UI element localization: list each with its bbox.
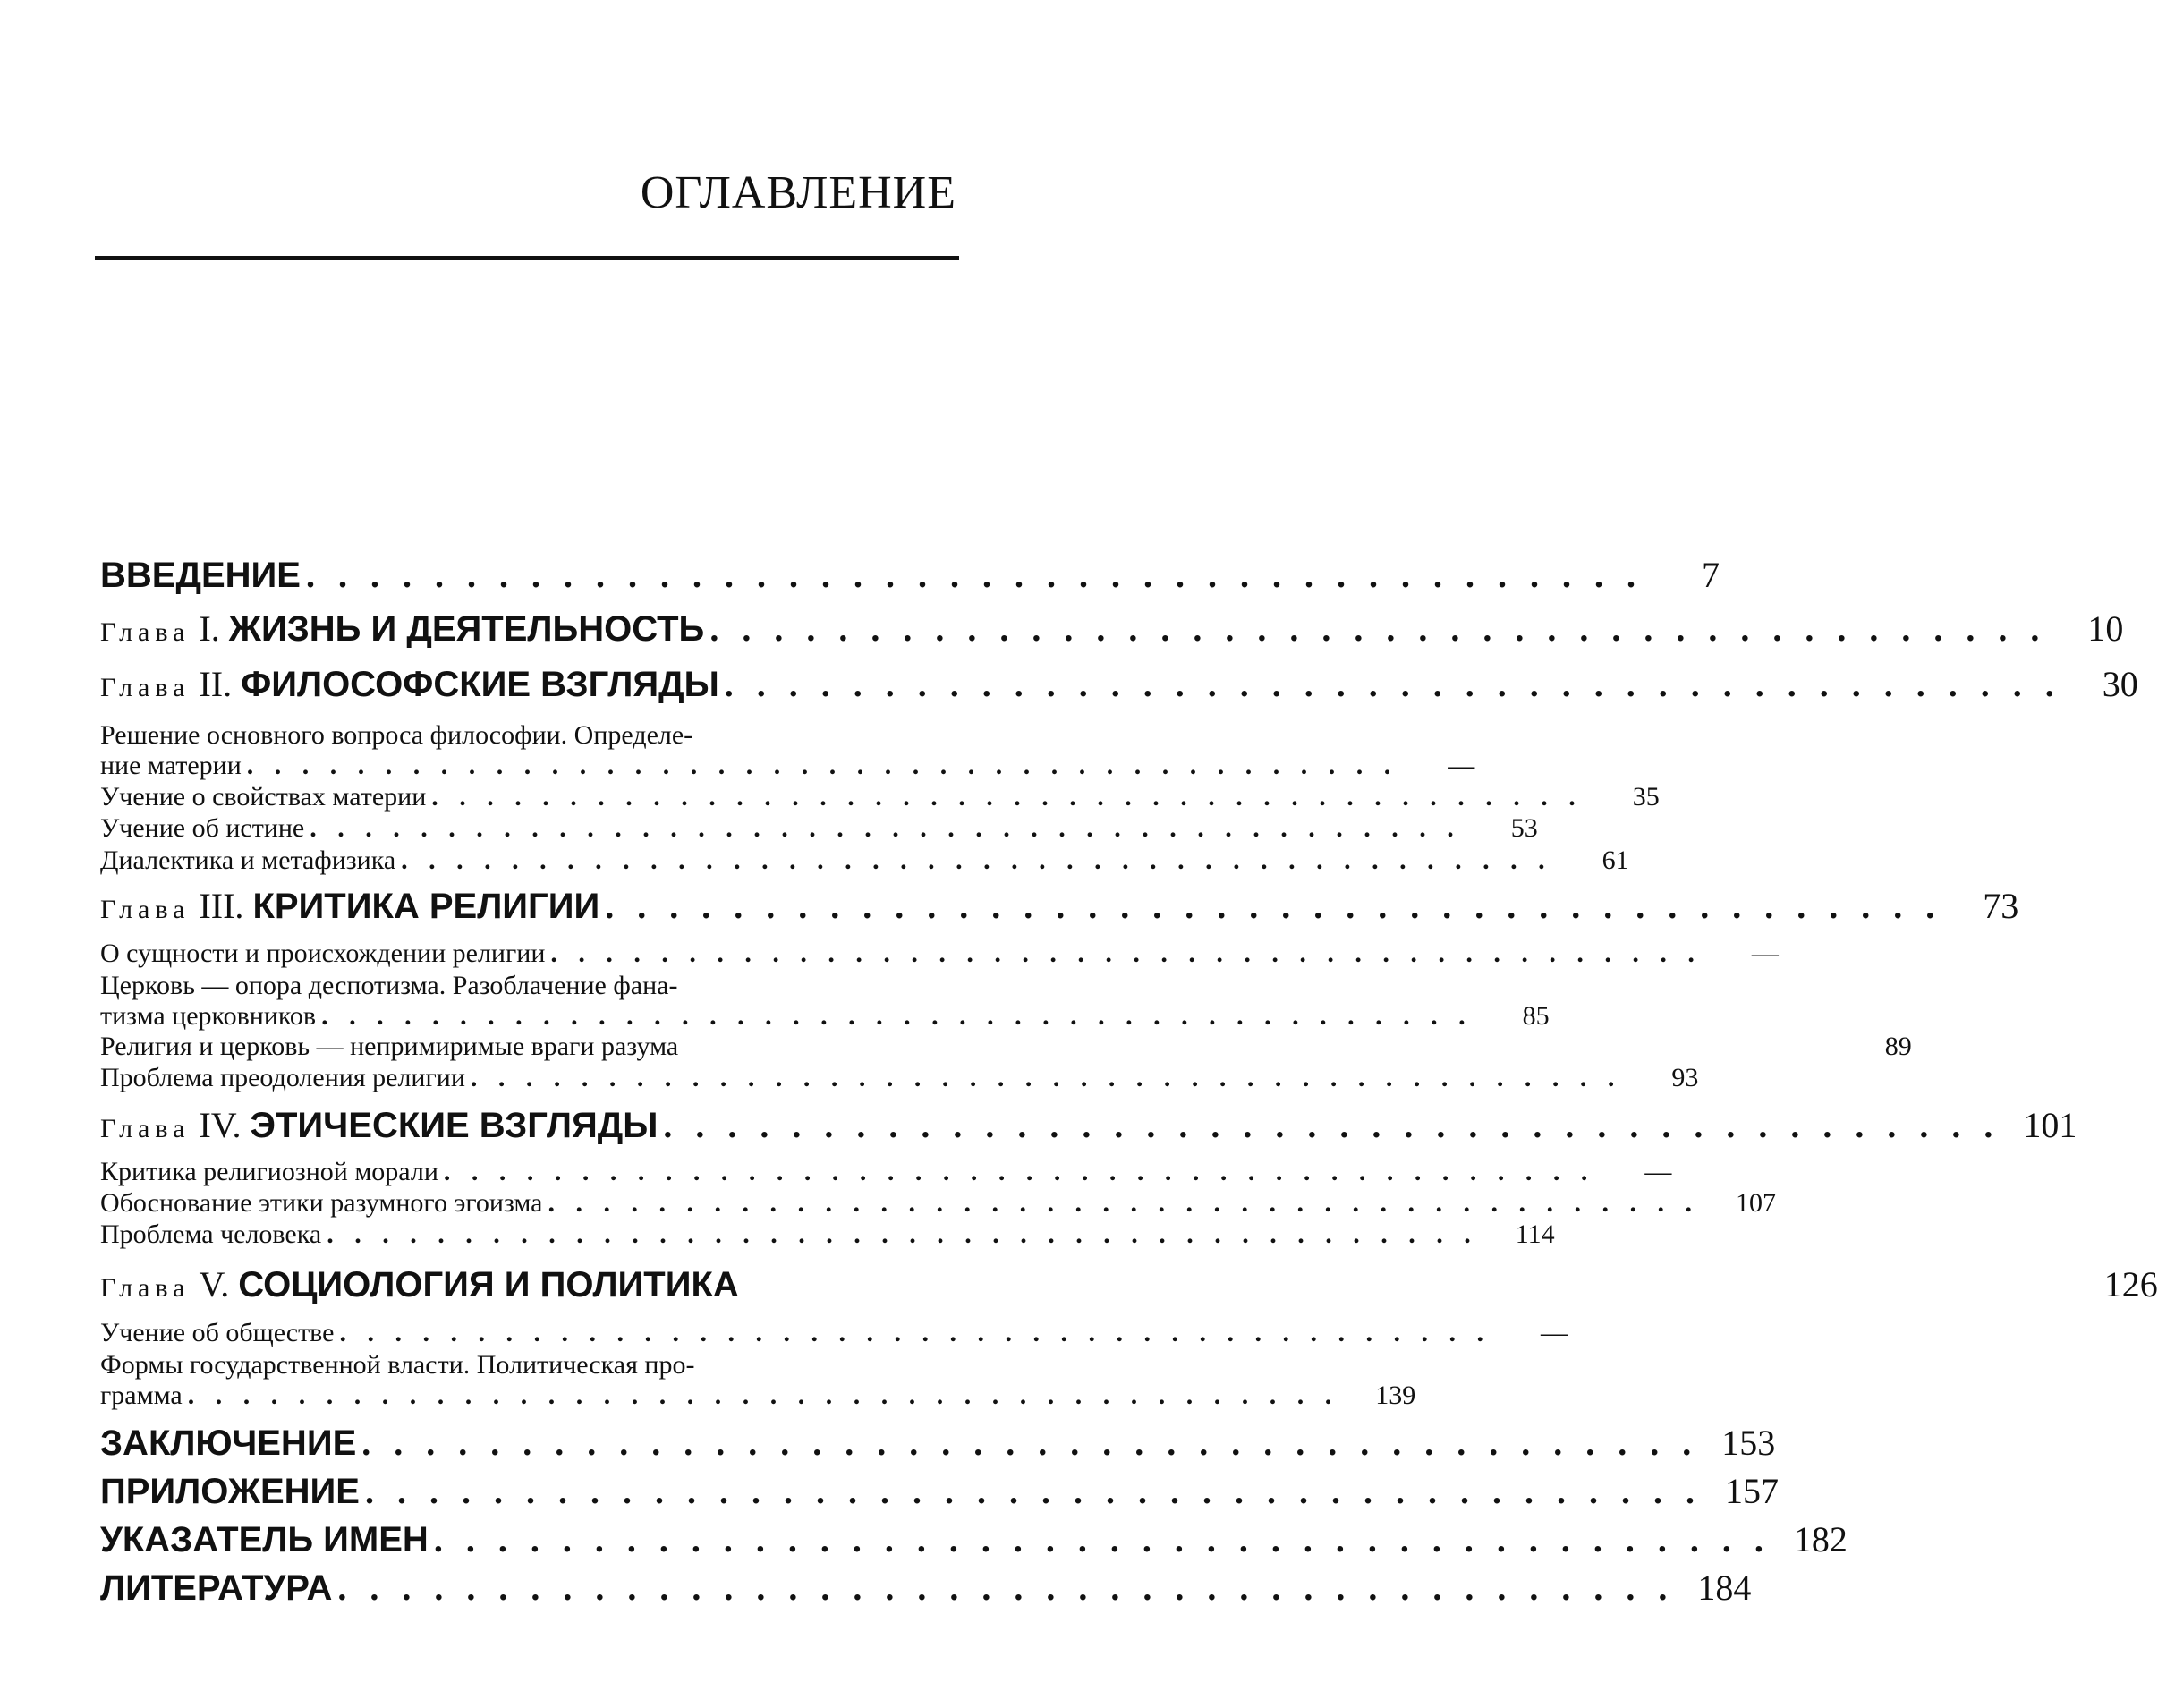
dot-leader: . . . . . . . . . . . . . . . . . . . . . . . . . . . . . . . . . . . . . . . . . . xyxy=(663,1105,2001,1145)
dot-leader: . . . . . . . . . . . . . . . . . . . . . . . . . . . . . . . . . . . . . . . . . . xyxy=(548,1188,1699,1218)
toc-label: ЛИТЕРАТУРА xyxy=(100,1568,333,1608)
toc-page: 85 xyxy=(1522,1001,1550,1031)
chapter-number: I. xyxy=(199,608,220,649)
dot-leader: . . . . . . . . . . . . . . . . . . . . . . . . . . . . . . . . . . . . . . . . . . xyxy=(470,1063,1622,1092)
toc-page: — xyxy=(1751,939,1779,968)
toc-label: Критика религиозной морали xyxy=(100,1157,438,1186)
dot-leader: . . . . . . . . . . . . . . . . . . . . . . . . . . . . . . . . . . . . . . . . . . xyxy=(443,1157,1595,1186)
toc-label: Религия и церковь — непримиримые враги разума xyxy=(100,1032,679,1061)
dot-leader: . . . . . . . . . . . . . . . . . . . . . . . . . . . . . . . . . . . . . . . . . . xyxy=(327,1219,1478,1249)
toc-page: 30 xyxy=(2102,664,2138,704)
toc-label: тизма церковников xyxy=(100,1001,317,1031)
toc-page: 139 xyxy=(1375,1381,1416,1410)
chapter-number: II. xyxy=(199,664,233,704)
toc-subentry[interactable] xyxy=(100,1031,1912,1063)
toc-page: 126 xyxy=(2103,1264,2158,1304)
toc-page: 153 xyxy=(1721,1423,1776,1463)
toc-subentry[interactable] xyxy=(100,812,1538,845)
chapter-title: СОЦИОЛОГИЯ И ПОЛИТИКА xyxy=(238,1265,739,1304)
toc-page: 114 xyxy=(1515,1219,1555,1249)
toc-label: Проблема человека xyxy=(100,1219,322,1249)
toc-subentry-line: Решение основного вопроса философии. Определе- xyxy=(100,720,693,750)
toc-subentry[interactable] xyxy=(100,845,1629,877)
dot-leader: . . . . . . . . . . . . . . . . . . . . . . . . . . . . . . . . . . . . . . . . . . xyxy=(605,886,1942,926)
chapter-prefix: Глава xyxy=(100,895,191,924)
toc-entry-chapter-4[interactable] xyxy=(100,1105,2077,1146)
toc-subentry[interactable] xyxy=(100,1380,1416,1412)
chapter-title: ЭТИЧЕСКИЕ ВЗГЛЯДЫ xyxy=(250,1106,658,1145)
toc-page: 182 xyxy=(1793,1519,1848,1559)
dot-leader: . . . . . . . . . . . . . . . . . . . . . . . . . . . . . . . . . . . . . . . . . . xyxy=(433,1519,1771,1559)
chapter-prefix: Глава xyxy=(100,617,191,647)
chapter-prefix: Глава xyxy=(100,1114,191,1143)
toc-entry-chapter-2[interactable] xyxy=(100,664,2138,705)
toc-label: Учение об обществе xyxy=(100,1318,335,1347)
dot-leader: . . . . . . . . . . . . . . . . . . . . . . . . . . . . . . . . . . . . . . . . . . xyxy=(709,608,2047,649)
dot-leader: . . . . . . . . . . . . . . . . . . . . . . . . . . . . . . . . . . . . . . . . . . xyxy=(364,1471,1702,1511)
chapter-prefix: Глава xyxy=(100,1273,191,1303)
toc-subentry[interactable] xyxy=(100,1156,1672,1188)
dot-leader: . . . . . . . . . . . . . . . . . . . . . . . . . . . . . . . . . . . . . . . . . . xyxy=(305,555,1643,595)
toc-subentry[interactable] xyxy=(100,1187,1776,1219)
toc-label: Учение об истине xyxy=(100,813,305,843)
toc-subentry[interactable] xyxy=(100,1317,1568,1349)
toc-label: Проблема преодоления религии xyxy=(100,1063,465,1092)
toc-label: грамма xyxy=(100,1381,183,1410)
dot-leader: . . . . . . . . . . . . . . . . . . . . . . . . . . . . . . . . . . . . . . . . . . xyxy=(550,939,1702,968)
toc-entry-appendix[interactable] xyxy=(100,1471,1779,1512)
toc-label: Обоснование этики разумного эгоизма xyxy=(100,1188,543,1218)
toc-entry-chapter-3[interactable] xyxy=(100,886,2019,927)
dot-leader: . . . . . . . . . . . . . . . . . . . . . . . . . . . . . . . . . . . . . . . . . . xyxy=(431,782,1583,812)
toc-subentry[interactable] xyxy=(100,1219,1555,1251)
toc-page: 10 xyxy=(2087,608,2124,649)
dot-leader: . . . . . . . . . . . . . . . . . . . . . . . . . . . . . . . . . . . . . . . . . . xyxy=(339,1318,1491,1347)
toc-entry-chapter-1[interactable] xyxy=(100,608,2124,650)
toc-page: 61 xyxy=(1602,846,1629,875)
chapter-number: IV. xyxy=(199,1105,242,1145)
chapter-number: V. xyxy=(199,1264,230,1304)
toc-label: Диалектика и метафизика xyxy=(100,846,396,875)
toc-entry-introduction[interactable] xyxy=(100,555,1720,596)
toc-subentry[interactable] xyxy=(100,750,1475,782)
toc-page: 7 xyxy=(1701,555,1720,595)
toc-page: 73 xyxy=(1983,886,2019,926)
chapter-number: III. xyxy=(199,886,244,926)
toc-entry-literature[interactable] xyxy=(100,1568,1752,1609)
toc-page: — xyxy=(1644,1157,1672,1186)
toc-subentry-line: Церковь — опора деспотизма. Разоблачение фана- xyxy=(100,971,678,1000)
toc-entry-name-index[interactable] xyxy=(100,1519,1848,1560)
page-title: ОГЛАВЛЕНИЕ xyxy=(640,167,956,218)
toc-subentry[interactable] xyxy=(100,781,1660,813)
toc-page: 89 xyxy=(1884,1032,1912,1061)
toc-entry-chapter-5[interactable] xyxy=(100,1264,2158,1305)
toc-entry-conclusion[interactable] xyxy=(100,1423,1776,1464)
dot-leader: . . . . . . . . . . . . . . . . . . . . . . . . . . . . . . . . . . . . . . . . . . xyxy=(187,1381,1339,1410)
chapter-title: КРИТИКА РЕЛИГИИ xyxy=(252,887,600,926)
chapter-title: ФИЛОСОФСКИЕ ВЗГЛЯДЫ xyxy=(241,665,719,704)
chapter-title: ЖИЗНЬ И ДЕЯТЕЛЬНОСТЬ xyxy=(228,609,705,649)
dot-leader: . . . . . . . . . . . . . . . . . . . . . . . . . . . . . . . . . . . . . . . . . . xyxy=(724,664,2061,704)
chapter-prefix: Глава xyxy=(100,673,191,702)
dot-leader: . . . . . . . . . . . . . . . . . . . . . . . . . . . . . . . . . . . . . . . . . . xyxy=(321,1001,1473,1031)
toc-page: 101 xyxy=(2023,1105,2077,1145)
dot-leader: . . . . . . . . . . . . . . . . . . . . . . . . . . . . . . . . . . . . . . . . . . xyxy=(337,1568,1675,1608)
toc-label: ВВЕДЕНИЕ xyxy=(100,556,301,595)
toc-subentry[interactable] xyxy=(100,938,1779,970)
toc-page: 107 xyxy=(1735,1188,1776,1218)
toc-label: ЗАКЛЮЧЕНИЕ xyxy=(100,1423,357,1463)
dot-leader: . . . . . . . . . . . . . . . . . . . . . . . . . . . . . . . . . . . . . . . . . . xyxy=(401,846,1552,875)
toc-label: ние материи xyxy=(100,751,242,780)
toc-subentry-line: Формы государственной власти. Политическая про- xyxy=(100,1350,695,1380)
toc-label: О сущности и происхождении религии xyxy=(100,939,546,968)
toc-subentry[interactable] xyxy=(100,1000,1550,1032)
title-rule xyxy=(95,256,959,260)
toc-label: УКАЗАТЕЛЬ ИМЕН xyxy=(100,1520,429,1559)
toc-page: 93 xyxy=(1671,1063,1699,1092)
toc-label: ПРИЛОЖЕНИЕ xyxy=(100,1472,360,1511)
dot-leader: . . . . . . . . . . . . . . . . . . . . . . . . . . . . . . . . . . . . . . . . . . xyxy=(246,751,1398,780)
dot-leader: . . . . . . . . . . . . . . . . . . . . . . . . . . . . . . . . . . . . . . . . . . xyxy=(361,1423,1699,1463)
dot-leader: . . . . . . . . . . . . . . . . . . . . . . . . . . . . . . . . . . . . . . . . . . xyxy=(310,813,1461,843)
toc-page: 35 xyxy=(1632,782,1660,812)
toc-page: 53 xyxy=(1510,813,1538,843)
toc-page: — xyxy=(1541,1318,1568,1347)
toc-label: Учение о свойствах материи xyxy=(100,782,427,812)
toc-page: 157 xyxy=(1724,1471,1779,1511)
toc-subentry[interactable] xyxy=(100,1062,1699,1094)
toc-page: 184 xyxy=(1697,1568,1752,1608)
toc-page: — xyxy=(1448,751,1475,780)
